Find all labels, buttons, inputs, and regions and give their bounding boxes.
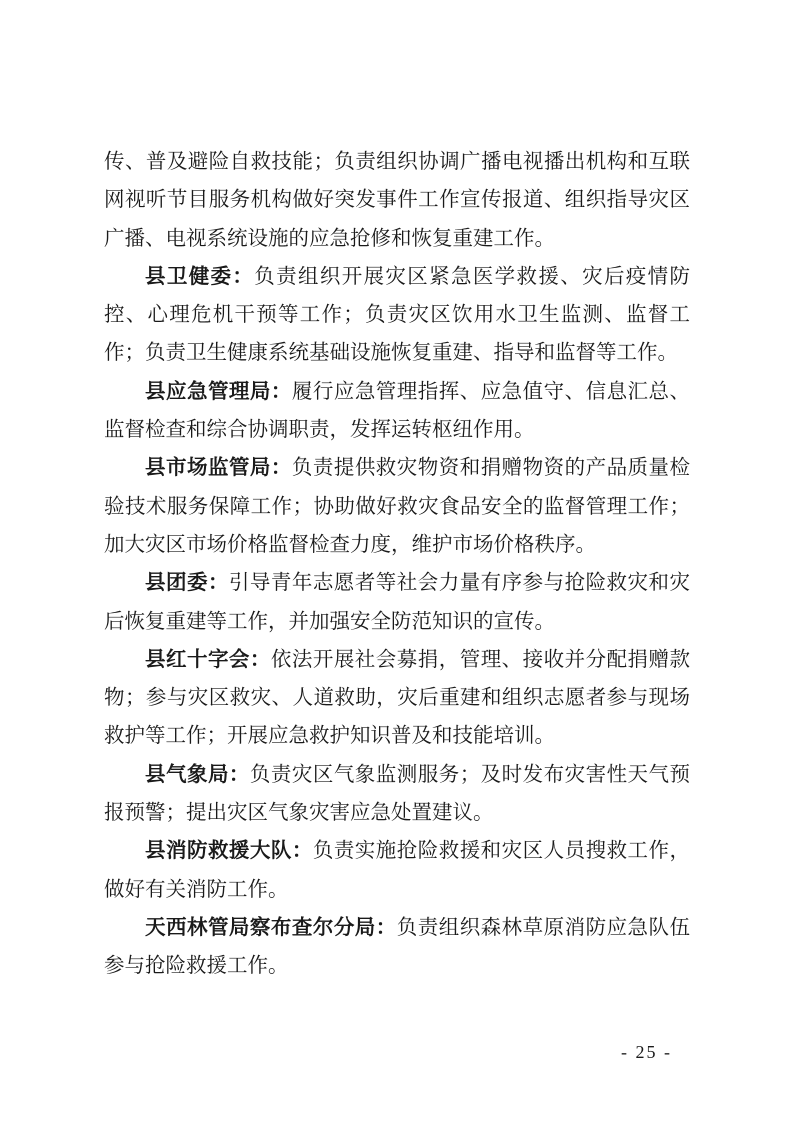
paragraph-lead: 县红十字会：	[145, 646, 271, 671]
paragraph-health-commission	[104, 257, 690, 372]
paragraph-text: 引导青年志愿者等社会力量有序参与抢险救灾和灾后恢复重建等工作，并加强安全防范知识的宣传。	[104, 570, 691, 633]
paragraph-text: 履行应急管理指挥、应急值守、信息汇总、监督检查和综合协调职责，发挥运转枢纽作用。	[104, 378, 691, 442]
page-number: - 25 -	[621, 1042, 672, 1062]
paragraph-forestry-branch	[104, 908, 690, 985]
paragraph-text: 负责组织森林草原消防应急队伍参与抢险救援工作。	[104, 914, 691, 978]
paragraph-lead: 县消防救援大队：	[145, 838, 313, 863]
paragraph-red-cross	[104, 640, 690, 755]
intro-paragraph: 传、普及避险自救技能；负责组织协调广播电视播出机构和互联网视听节目服务机构做好突发事件工作宣传报道、组织指导灾区广播、电视系统设施的应急抢修和恢复重建工作。	[104, 149, 690, 250]
paragraph-lead: 县市场监管局：	[145, 455, 292, 480]
paragraph-fire-rescue	[104, 831, 690, 908]
paragraph-lead: 县应急管理局：	[145, 378, 292, 403]
document-body	[104, 142, 690, 985]
paragraph-lead: 县气象局：	[145, 761, 250, 786]
paragraph-market-regulation	[104, 448, 690, 563]
paragraph-emergency-bureau	[104, 372, 690, 449]
paragraph-text: 负责组织开展灾区紧急医学救援、灾后疫情防控、心理危机干预等工作；负责灾区饮用水卫生监测、监督工作；负责卫生健康系统基础设施恢复重建、指导和监督等工作。	[104, 263, 691, 365]
paragraph-text: 负责提供救灾物资和捐赠物资的产品质量检验技术服务保障工作；协助做好救灾食品安全的监督管理工作；加大灾区市场价格监督检查力度，维护市场价格秩序。	[104, 455, 691, 556]
paragraph-lead: 天西林管局察布查尔分局：	[145, 914, 397, 939]
paragraph-youth-league	[104, 563, 690, 640]
paragraph-text: 负责灾区气象监测服务；及时发布灾害性天气预报预警；提出灾区气象灾害应急处置建议。	[104, 761, 691, 825]
paragraph-text: 依法开展社会募捐，管理、接收并分配捐赠款物；参与灾区救灾、人道救助，灾后重建和组织志愿者参与现场救护等工作；开展应急救护知识普及和技能培训。	[104, 646, 691, 748]
paragraph-text: 负责实施抢险救援和灾区人员搜救工作，做好有关消防工作。	[104, 838, 691, 901]
paragraph-meteorology	[104, 755, 690, 832]
paragraph-lead: 县团委：	[145, 570, 229, 595]
paragraph-lead: 县卫健委：	[145, 263, 255, 288]
